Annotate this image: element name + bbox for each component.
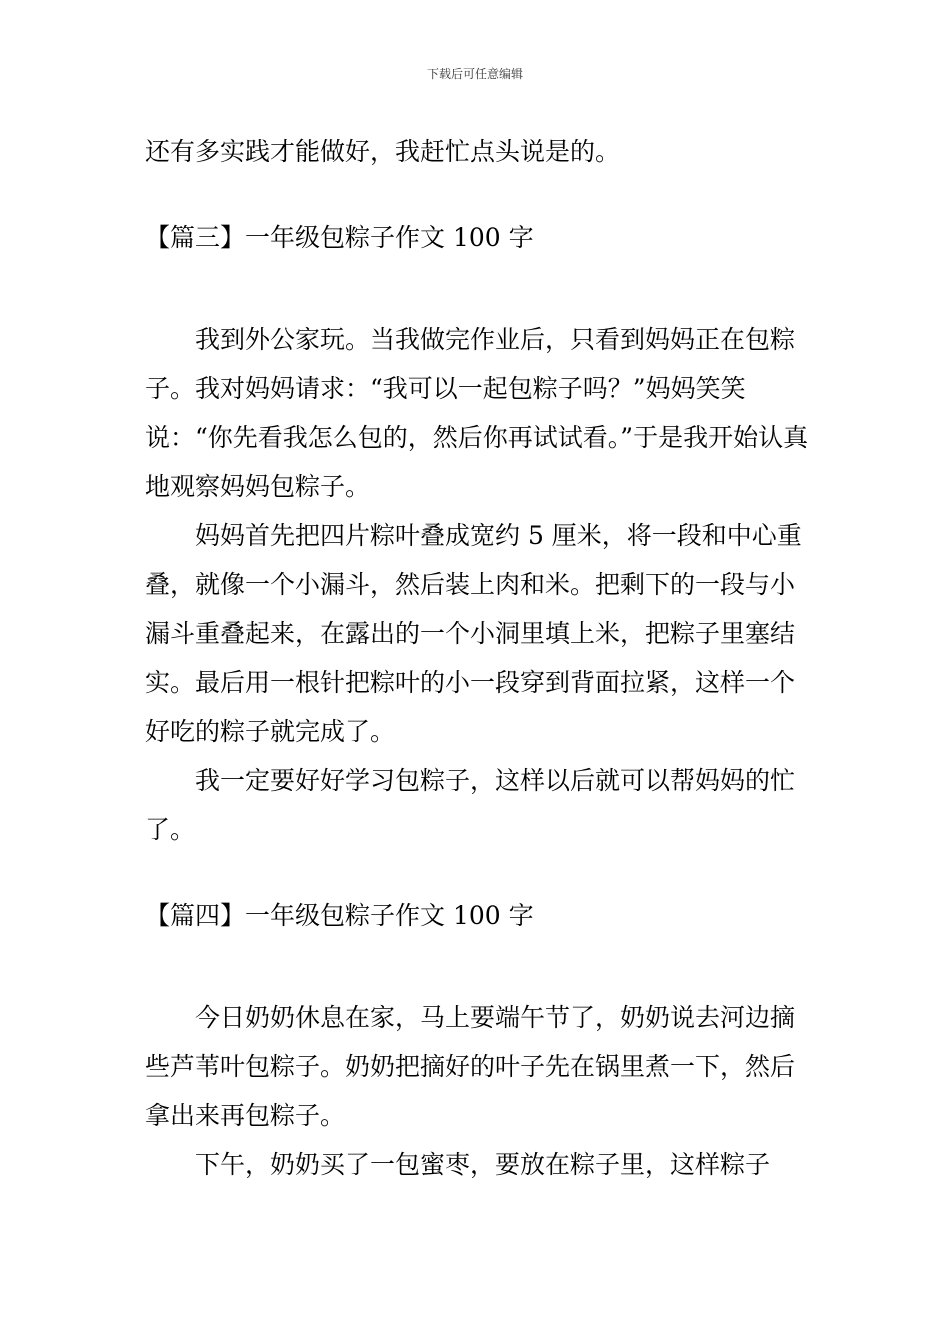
paragraph: 我到外公家玩。当我做完作业后，只看到妈妈正在包粽子。我对妈妈请求：“我可以一起包粽子吗？”妈妈笑笑说：“你先看我怎么包的，然后你再试试看。”于是我开始认真地观察妈妈包粽子。 bbox=[145, 325, 809, 501]
section-heading-4: 【篇四】一年级包粽子作文 100 字 bbox=[145, 901, 534, 930]
paragraph: 我一定要好好学习包粽子，这样以后就可以帮妈妈的忙了。 bbox=[145, 766, 796, 844]
document-body bbox=[145, 127, 810, 1189]
page-header: 下载后可任意编辑 bbox=[426, 67, 523, 81]
paragraph-continued: 还有多实践才能做好，我赶忙点头说是的。 bbox=[145, 137, 621, 166]
paragraph: 下午，奶奶买了一包蜜枣，要放在粽子里，这样粽子 bbox=[195, 1150, 771, 1179]
section-heading-3: 【篇三】一年级包粽子作文 100 字 bbox=[145, 223, 534, 252]
paragraph: 妈妈首先把四片粽叶叠成宽约 5 厘米，将一段和中心重叠，就像一个小漏斗，然后装上肉和米。把剩下的一段与小漏斗重叠起来，在露出的一个小洞里填上米，把粽子里塞结实。最后用一根针把粽叶的小一段穿到背面拉紧，这样一个好吃的粽子就完成了。 bbox=[145, 521, 802, 746]
paragraph: 今日奶奶休息在家，马上要端午节了，奶奶说去河边摘些芦苇叶包粽子。奶奶把摘好的叶子先在锅里煮一下，然后拿出来再包粽子。 bbox=[145, 1003, 796, 1130]
